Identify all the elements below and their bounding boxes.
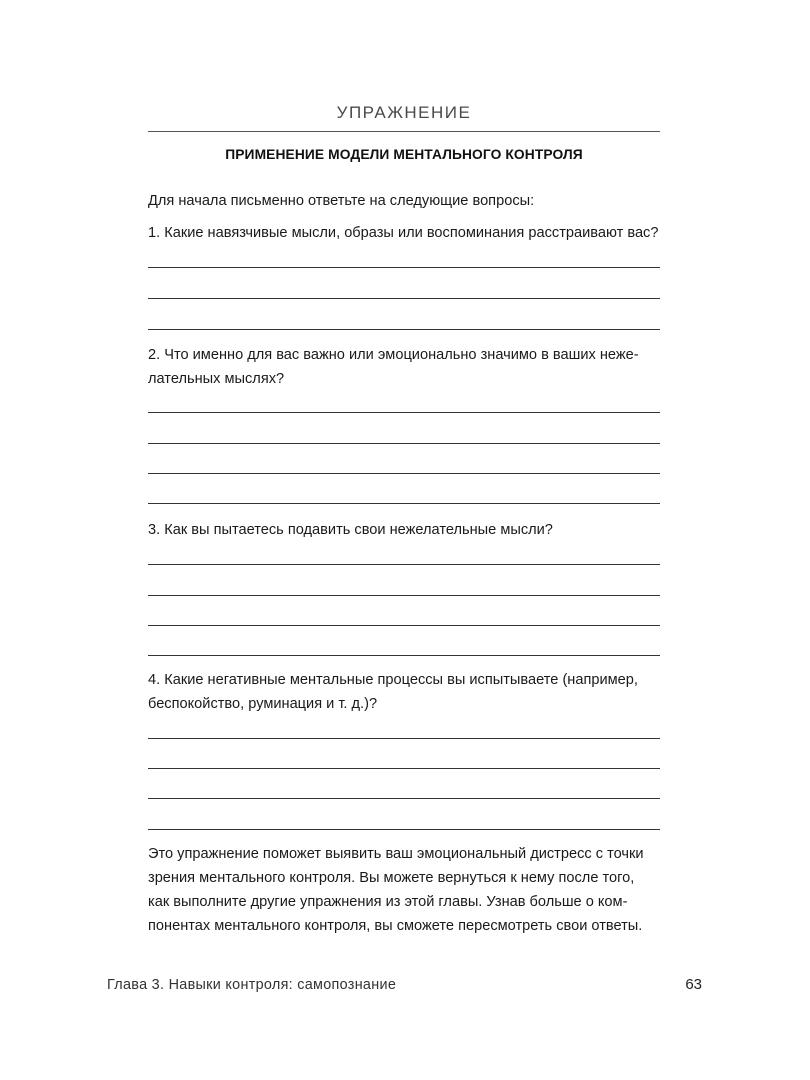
answer-line xyxy=(148,655,660,656)
answer-line xyxy=(148,738,660,739)
answer-line xyxy=(148,443,660,444)
answer-line xyxy=(148,564,660,565)
question-2-text-line-1: 2. Что именно для вас важно или эмоционально значимо в ваших неже- xyxy=(148,347,639,363)
answer-line xyxy=(148,267,660,268)
section-divider xyxy=(148,131,660,132)
question-3-text: 3. Как вы пытаетесь подавить свои нежелательные мысли? xyxy=(148,522,553,538)
conclusion-line-4: понентах ментального контроля, вы сможете пересмотреть свои ответы. xyxy=(148,918,643,934)
running-footer-chapter: Глава 3. Навыки контроля: самопознание xyxy=(107,977,397,993)
page-number: 63 xyxy=(685,976,702,993)
question-1-text: 1. Какие навязчивые мысли, образы или воспоминания расстраивают вас? xyxy=(148,225,659,241)
conclusion-line-3: как выполните другие упражнения из этой главы. Узнав больше о ком- xyxy=(148,894,628,910)
conclusion-line-1: Это упражнение поможет выявить ваш эмоциональный дистресс с точки xyxy=(148,846,644,862)
answer-line xyxy=(148,829,660,830)
section-label: УПРАЖНЕНИЕ xyxy=(336,103,472,122)
exercise-title: ПРИМЕНЕНИЕ МОДЕЛИ МЕНТАЛЬНОГО КОНТРОЛЯ xyxy=(225,147,583,162)
answer-line xyxy=(148,503,660,504)
question-4-text-line-2: беспокойство, руминация и т. д.)? xyxy=(148,696,378,712)
conclusion-line-2: зрения ментального контроля. Вы можете вернуться к нему после того, xyxy=(148,870,635,886)
question-4-text-line-1: 4. Какие негативные ментальные процессы вы испытываете (например, xyxy=(148,672,638,688)
answer-line xyxy=(148,473,660,474)
question-2-text-line-2: лательных мыслях? xyxy=(148,371,285,387)
answer-line xyxy=(148,298,660,299)
answer-line xyxy=(148,329,660,330)
answer-line xyxy=(148,798,660,799)
answer-line xyxy=(148,768,660,769)
answer-line xyxy=(148,625,660,626)
intro-text: Для начала письменно ответьте на следующие вопросы: xyxy=(148,193,535,209)
answer-line xyxy=(148,595,660,596)
answer-line xyxy=(148,412,660,413)
